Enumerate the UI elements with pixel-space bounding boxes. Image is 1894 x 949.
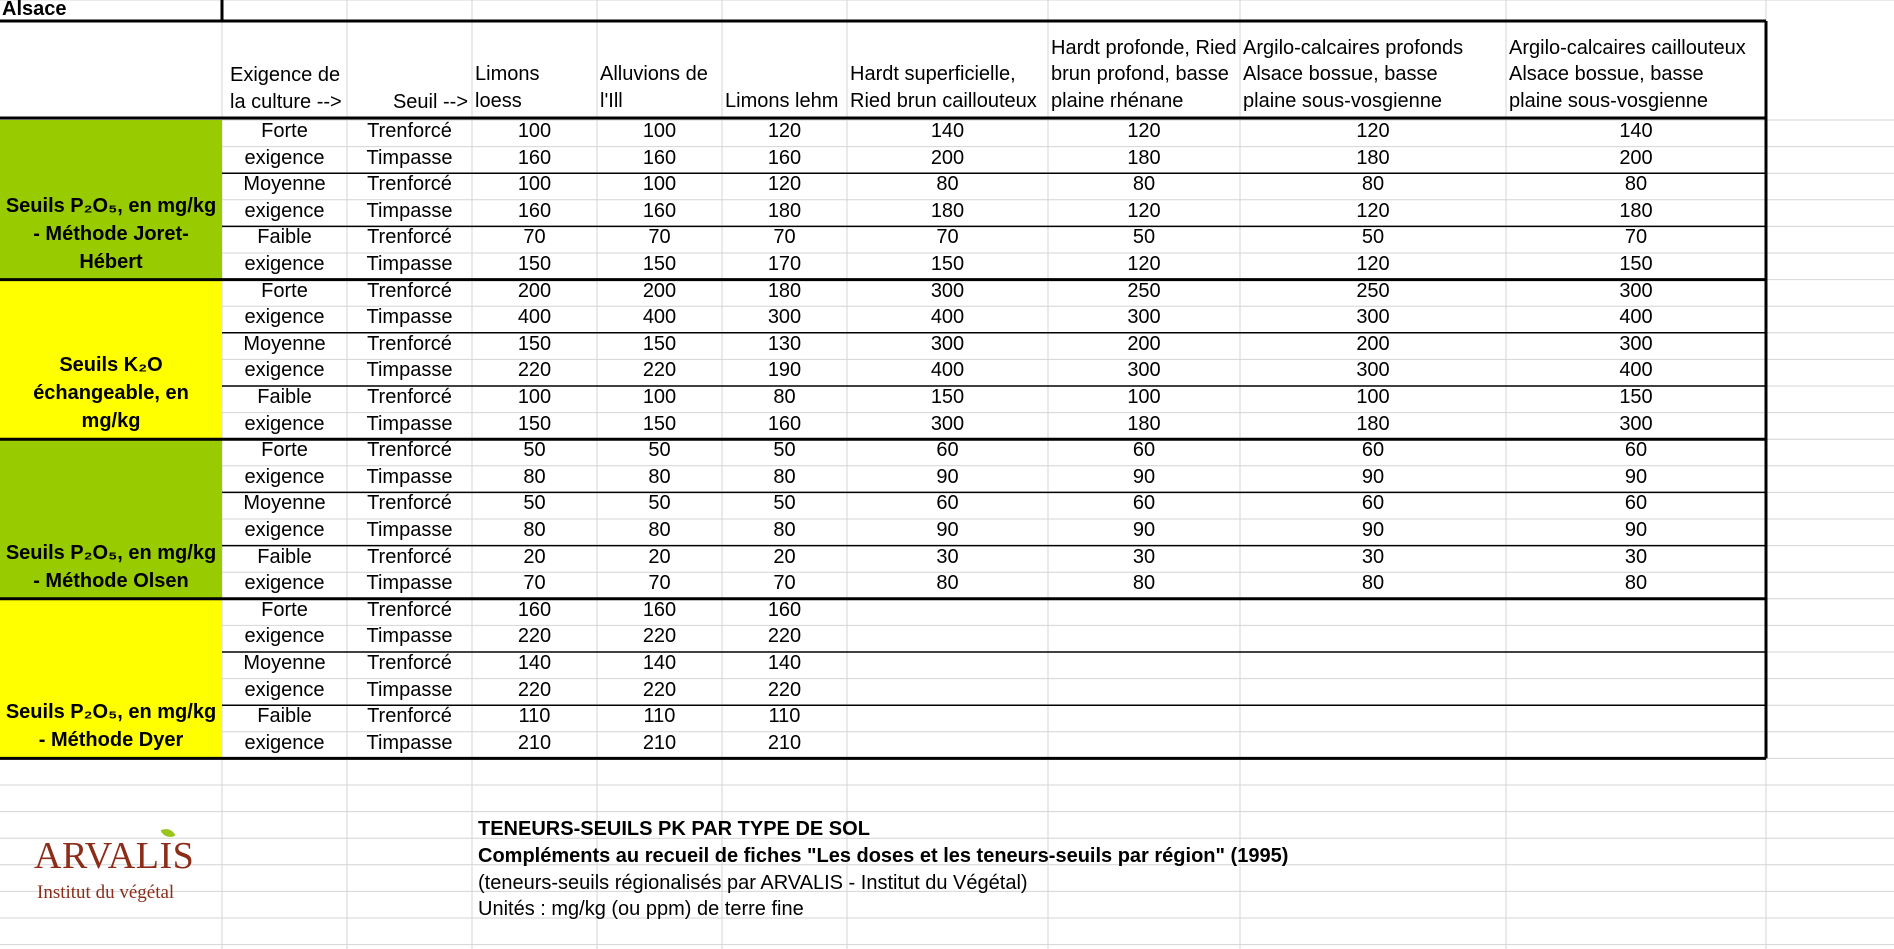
requirement-level: Moyenne — [243, 652, 326, 674]
region-title: Alsace — [2, 0, 67, 20]
threshold-label: Timpasse — [366, 306, 453, 329]
value-cell: 120 — [1356, 120, 1390, 142]
threshold-label: Timpasse — [366, 625, 453, 648]
value-cell: 400 — [517, 306, 552, 329]
value-cell: 150 — [517, 332, 552, 355]
threshold-label: Timpasse — [366, 253, 453, 275]
group-title-line: mg/kg — [81, 410, 141, 433]
header-soil-0: Limons — [475, 63, 540, 85]
value-cell: 60 — [1132, 492, 1156, 515]
value-cell: 200 — [517, 279, 552, 302]
header-soil-5: plaine sous-vosgienne — [1243, 89, 1443, 112]
value-cell: 80 — [773, 465, 796, 488]
group-title-3 — [0, 599, 222, 755]
value-cell: 200 — [642, 279, 677, 302]
requirement-level: exigence — [244, 519, 325, 541]
requirement-level: Forte — [261, 439, 308, 462]
requirement-level: exigence — [244, 306, 325, 329]
value-cell: 180 — [930, 199, 965, 222]
value-cell: 70 — [648, 572, 671, 595]
value-cell: 220 — [517, 678, 552, 701]
value-cell: 60 — [1361, 492, 1385, 515]
value-cell: 400 — [930, 306, 965, 329]
requirement-level: Forte — [261, 598, 308, 621]
value-cell: 150 — [642, 412, 677, 435]
group-title-line: - Méthode Olsen — [33, 569, 189, 592]
threshold-label: Timpasse — [366, 465, 453, 488]
value-cell: 70 — [523, 226, 546, 249]
value-cell: 100 — [517, 173, 552, 196]
value-cell: 300 — [930, 412, 965, 435]
value-cell: 60 — [936, 492, 959, 515]
threshold-label: Timpasse — [366, 572, 453, 595]
value-cell: 80 — [648, 519, 671, 541]
value-cell: 180 — [767, 199, 802, 222]
value-cell: 140 — [767, 652, 802, 674]
value-cell: 50 — [648, 492, 671, 515]
threshold-label: Trenforcé — [367, 492, 452, 515]
value-cell: 50 — [648, 439, 671, 462]
value-cell: 150 — [930, 253, 965, 275]
value-cell: 130 — [767, 332, 802, 355]
threshold-label: Timpasse — [366, 199, 453, 222]
requirement-level: Forte — [261, 120, 308, 142]
value-cell: 180 — [1127, 412, 1161, 435]
value-cell: 100 — [642, 386, 677, 408]
requirement-level: exigence — [244, 465, 325, 488]
value-cell: 160 — [642, 146, 677, 169]
group-title-line: Hébert — [79, 250, 143, 273]
threshold-label: Trenforcé — [367, 386, 452, 408]
group-title-text — [6, 698, 216, 754]
value-cell: 220 — [767, 678, 802, 701]
threshold-label: Trenforcé — [367, 226, 452, 249]
logo-tagline: Institut du végétal — [37, 882, 175, 903]
value-cell: 300 — [1619, 279, 1653, 302]
value-cell: 190 — [767, 359, 802, 382]
value-cell: 80 — [773, 386, 796, 408]
value-cell: 80 — [773, 519, 796, 541]
group-title-line: Seuils K₂O — [59, 354, 163, 377]
value-cell: 80 — [523, 465, 546, 488]
header-soil-2: Limons lehm — [725, 89, 839, 112]
value-cell: 90 — [936, 519, 959, 541]
threshold-label: Trenforcé — [367, 332, 452, 355]
value-cell: 150 — [642, 253, 677, 275]
group-title-line: Seuils P₂O₅, en mg/kg — [5, 701, 217, 724]
arvalis-logo — [34, 826, 204, 906]
group-title-line: Seuils P₂O₅, en mg/kg — [5, 541, 217, 564]
value-cell: 120 — [767, 173, 802, 196]
value-cell: 80 — [1361, 572, 1385, 595]
value-cell: 210 — [642, 731, 677, 754]
requirement-level: Moyenne — [243, 173, 326, 196]
threshold-label: Trenforcé — [367, 439, 452, 462]
value-cell: 140 — [1619, 120, 1653, 142]
value-cell: 150 — [517, 253, 552, 275]
value-cell: 180 — [1619, 199, 1653, 222]
value-cell: 200 — [1619, 146, 1653, 169]
value-cell: 140 — [642, 652, 677, 674]
value-cell: 220 — [517, 359, 552, 382]
requirement-level: exigence — [244, 146, 325, 169]
footer-title: TENEURS-SEUILS PK PAR TYPE DE SOL — [478, 818, 870, 840]
value-cell: 70 — [523, 572, 546, 595]
value-cell: 20 — [773, 545, 796, 568]
group-title-line: échangeable, en — [33, 382, 189, 405]
value-cell: 140 — [517, 652, 552, 674]
threshold-label: Timpasse — [366, 519, 453, 541]
group-title-text — [33, 351, 189, 435]
value-cell: 70 — [1624, 226, 1648, 249]
value-cell: 90 — [1361, 519, 1385, 541]
value-cell: 80 — [1624, 173, 1648, 196]
threshold-label: Trenforcé — [367, 652, 452, 674]
threshold-label: Timpasse — [366, 412, 453, 435]
value-cell: 300 — [767, 306, 802, 329]
requirement-level: exigence — [244, 678, 325, 701]
header-requirement: Exigence de — [230, 64, 341, 86]
value-cell: 220 — [517, 625, 552, 648]
threshold-label: Trenforcé — [367, 279, 452, 302]
value-cell: 60 — [936, 439, 959, 462]
value-cell: 160 — [642, 199, 677, 222]
threshold-label: Timpasse — [366, 146, 453, 169]
group-title-text — [6, 192, 216, 276]
value-cell: 300 — [1356, 359, 1390, 382]
header-threshold: Seuil --> — [392, 91, 468, 113]
value-cell: 80 — [1132, 173, 1156, 196]
value-cell: 200 — [1356, 332, 1390, 355]
value-cell: 90 — [1132, 465, 1156, 488]
header-soil-5: Alsace bossue, basse — [1243, 63, 1438, 85]
value-cell: 80 — [523, 519, 546, 541]
value-cell: 120 — [767, 120, 802, 142]
requirement-level: exigence — [244, 572, 325, 595]
value-cell: 180 — [767, 279, 802, 302]
value-cell: 160 — [767, 146, 802, 169]
header-soil-3: Hardt superficielle, — [850, 63, 1016, 85]
value-cell: 80 — [1361, 173, 1385, 196]
value-cell: 300 — [1619, 332, 1653, 355]
value-cell: 160 — [767, 412, 802, 435]
requirement-level: exigence — [244, 412, 325, 435]
value-cell: 90 — [1132, 519, 1156, 541]
value-cell: 30 — [936, 545, 959, 568]
value-cell: 50 — [1132, 226, 1156, 249]
value-cell: 80 — [1132, 572, 1156, 595]
value-cell: 150 — [1619, 253, 1653, 275]
group-title-1 — [0, 280, 222, 436]
value-cell: 90 — [1624, 465, 1648, 488]
requirement-level: exigence — [244, 625, 325, 648]
threshold-label: Timpasse — [366, 731, 453, 754]
header-soil-5: Argilo-calcaires profonds — [1243, 36, 1464, 59]
value-cell: 140 — [930, 120, 965, 142]
header-soil-1: l'Ill — [600, 89, 623, 112]
value-cell: 220 — [642, 678, 677, 701]
value-cell: 200 — [930, 146, 965, 169]
value-cell: 120 — [1127, 199, 1161, 222]
value-cell: 100 — [1127, 386, 1161, 408]
footer-units: Unités : mg/kg (ou ppm) de terre fine — [478, 898, 804, 920]
requirement-level: exigence — [244, 359, 325, 382]
group-title-2 — [0, 439, 222, 595]
value-cell: 30 — [1132, 545, 1156, 568]
value-cell: 70 — [773, 572, 796, 595]
header-soil-3: Ried brun caillouteux — [850, 89, 1037, 112]
value-cell: 120 — [1127, 253, 1161, 275]
value-cell: 180 — [1356, 412, 1390, 435]
value-cell: 180 — [1356, 146, 1390, 169]
header-requirement: la culture --> — [230, 90, 342, 113]
value-cell: 160 — [517, 199, 552, 222]
threshold-label: Timpasse — [366, 678, 453, 701]
threshold-label: Trenforcé — [367, 173, 452, 196]
value-cell: 300 — [1127, 359, 1161, 382]
value-cell: 160 — [517, 146, 552, 169]
value-cell: 50 — [773, 439, 796, 462]
header-soil-0: loess — [475, 89, 522, 112]
value-cell: 90 — [1624, 519, 1648, 541]
value-cell: 300 — [1127, 306, 1161, 329]
value-cell: 180 — [1127, 146, 1161, 169]
value-cell: 50 — [523, 439, 546, 462]
threshold-label: Trenforcé — [367, 120, 452, 142]
value-cell: 160 — [642, 598, 677, 621]
value-cell: 100 — [1356, 386, 1390, 408]
value-cell: 110 — [518, 705, 551, 728]
value-cell: 150 — [642, 332, 677, 355]
header-soil-4: Hardt profonde, Ried — [1051, 36, 1237, 59]
value-cell: 90 — [936, 465, 959, 488]
header-soil-4: plaine rhénane — [1051, 89, 1184, 112]
requirement-level: Moyenne — [243, 492, 326, 515]
value-cell: 30 — [1624, 545, 1648, 568]
value-cell: 300 — [930, 332, 965, 355]
threshold-label: Trenforcé — [367, 598, 452, 621]
value-cell: 20 — [648, 545, 671, 568]
value-cell: 170 — [767, 253, 802, 275]
value-cell: 220 — [767, 625, 802, 648]
value-cell: 50 — [523, 492, 546, 515]
value-cell: 400 — [930, 359, 965, 382]
value-cell: 160 — [767, 598, 802, 621]
value-cell: 90 — [1361, 465, 1385, 488]
group-title-line: - Méthode Dyer — [38, 729, 184, 752]
requirement-level: Faible — [257, 545, 312, 568]
value-cell: 30 — [1361, 545, 1385, 568]
group-title-text — [6, 539, 216, 595]
requirement-level: Faible — [257, 226, 312, 249]
value-cell: 80 — [648, 465, 671, 488]
value-cell: 200 — [1127, 332, 1161, 355]
logo-name: ARVALIS — [34, 835, 195, 877]
threshold-label: Trenforcé — [367, 705, 452, 728]
requirement-level: exigence — [244, 731, 325, 754]
value-cell: 70 — [936, 226, 959, 249]
value-cell: 100 — [642, 120, 677, 142]
requirement-level: Forte — [261, 279, 308, 302]
value-cell: 60 — [1132, 439, 1156, 462]
header-soil-6: Argilo-calcaires caillouteux — [1509, 36, 1746, 59]
value-cell: 100 — [517, 120, 552, 142]
value-cell: 160 — [517, 598, 552, 621]
value-cell: 80 — [936, 572, 959, 595]
value-cell: 300 — [930, 279, 965, 302]
value-cell: 210 — [767, 731, 802, 754]
value-cell: 300 — [1356, 306, 1390, 329]
value-cell: 120 — [1356, 253, 1390, 275]
group-title-0 — [0, 120, 222, 276]
value-cell: 220 — [642, 625, 677, 648]
header-soil-6: plaine sous-vosgienne — [1509, 89, 1709, 112]
footer-note: (teneurs-seuils régionalisés par ARVALIS - Institut du Végétal) — [478, 872, 1028, 894]
value-cell: 110 — [643, 705, 676, 728]
requirement-level: Faible — [257, 705, 312, 728]
value-cell: 250 — [1356, 279, 1390, 302]
requirement-level: exigence — [244, 253, 325, 275]
requirement-level: exigence — [244, 199, 325, 222]
value-cell: 50 — [1361, 226, 1385, 249]
header-soil-1: Alluvions de — [600, 63, 708, 85]
threshold-label: Timpasse — [366, 359, 453, 382]
value-cell: 400 — [642, 306, 677, 329]
value-cell: 80 — [936, 173, 959, 196]
group-title-line: Seuils P₂O₅, en mg/kg — [5, 194, 217, 217]
value-cell: 70 — [773, 226, 796, 249]
header-soil-4: brun profond, basse — [1051, 63, 1229, 85]
value-cell: 300 — [1619, 412, 1653, 435]
value-cell: 20 — [523, 545, 546, 568]
value-cell: 220 — [642, 359, 677, 382]
group-title-line: - Méthode Joret- — [33, 222, 189, 245]
value-cell: 250 — [1127, 279, 1161, 302]
value-cell: 150 — [930, 386, 965, 408]
value-cell: 60 — [1624, 492, 1648, 515]
footer-subtitle: Compléments au recueil de fiches "Les doses et les teneurs-seuils par région" (1995) — [478, 845, 1289, 867]
value-cell: 60 — [1361, 439, 1385, 462]
value-cell: 80 — [1624, 572, 1648, 595]
value-cell: 120 — [1127, 120, 1161, 142]
value-cell: 110 — [768, 705, 801, 728]
header-soil-6: Alsace bossue, basse — [1509, 63, 1704, 85]
requirement-level: Moyenne — [243, 332, 326, 355]
value-cell: 100 — [517, 386, 552, 408]
value-cell: 150 — [517, 412, 552, 435]
value-cell: 400 — [1619, 306, 1653, 329]
value-cell: 70 — [648, 226, 671, 249]
value-cell: 400 — [1619, 359, 1653, 382]
threshold-label: Trenforcé — [367, 545, 452, 568]
value-cell: 150 — [1619, 386, 1653, 408]
value-cell: 210 — [517, 731, 552, 754]
value-cell: 60 — [1624, 439, 1648, 462]
value-cell: 100 — [642, 173, 677, 196]
requirement-level: Faible — [257, 386, 312, 408]
value-cell: 50 — [773, 492, 796, 515]
value-cell: 120 — [1356, 199, 1390, 222]
